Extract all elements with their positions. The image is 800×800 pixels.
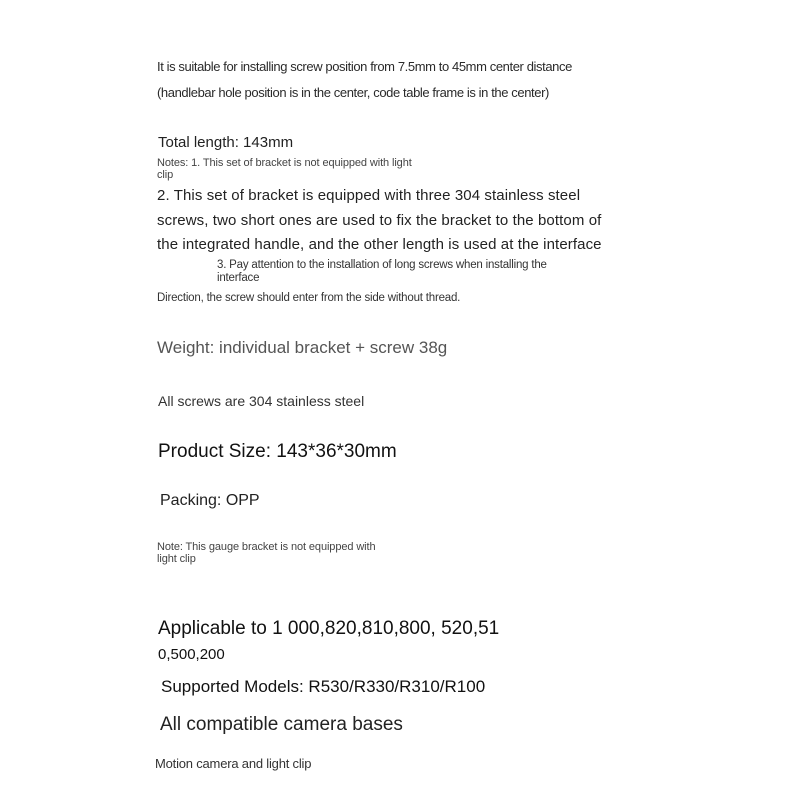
note-1-line: clip xyxy=(157,169,174,181)
note-2-line: 2. This set of bracket is equipped with three 304 stainless steel xyxy=(157,187,581,204)
product-size-spec: Product Size: 143*36*30mm xyxy=(158,441,397,462)
note-2-line: screws, two short ones are used to fix the bracket to the bottom of xyxy=(157,211,602,229)
note-2 xyxy=(157,184,602,258)
weight-spec: Weight: individual bracket + screw 38g xyxy=(157,338,448,357)
applicable-models-line: Applicable to 1 000,820,810,800, 520,51 xyxy=(158,618,500,639)
camera-bases: All compatible camera bases xyxy=(160,714,403,735)
intro-line: It is suitable for installing screw position from 7.5mm to 45mm center distance xyxy=(157,59,572,74)
gauge-note-line: light clip xyxy=(157,553,196,565)
note-3-line: 3. Pay attention to the installation of long screws when installing the xyxy=(217,259,547,271)
total-length: Total length: 143mm xyxy=(158,134,294,151)
applicable-models-line: 0,500,200 xyxy=(158,646,225,663)
note-1-line: Notes: 1. This set of bracket is not equipped with light xyxy=(157,157,412,169)
supported-models: Supported Models: R530/R330/R310/R100 xyxy=(161,677,486,696)
note-3 xyxy=(217,259,547,285)
note-3-direction: Direction, the screw should enter from the side without thread. xyxy=(157,292,461,304)
screws-spec: All screws are 304 stainless steel xyxy=(158,393,365,409)
intro-line: (handlebar hole position is in the center, code table frame is in the center) xyxy=(157,85,549,100)
light-clip-note: Motion camera and light clip xyxy=(155,756,312,771)
note-2-line: the integrated handle, and the other length is used at the interface xyxy=(157,236,602,253)
packing-spec: Packing: OPP xyxy=(160,492,260,509)
note-3-line: interface xyxy=(217,272,260,284)
gauge-note-line: Note: This gauge bracket is not equipped with xyxy=(157,541,376,553)
gauge-note xyxy=(157,541,376,565)
note-1 xyxy=(157,157,412,181)
